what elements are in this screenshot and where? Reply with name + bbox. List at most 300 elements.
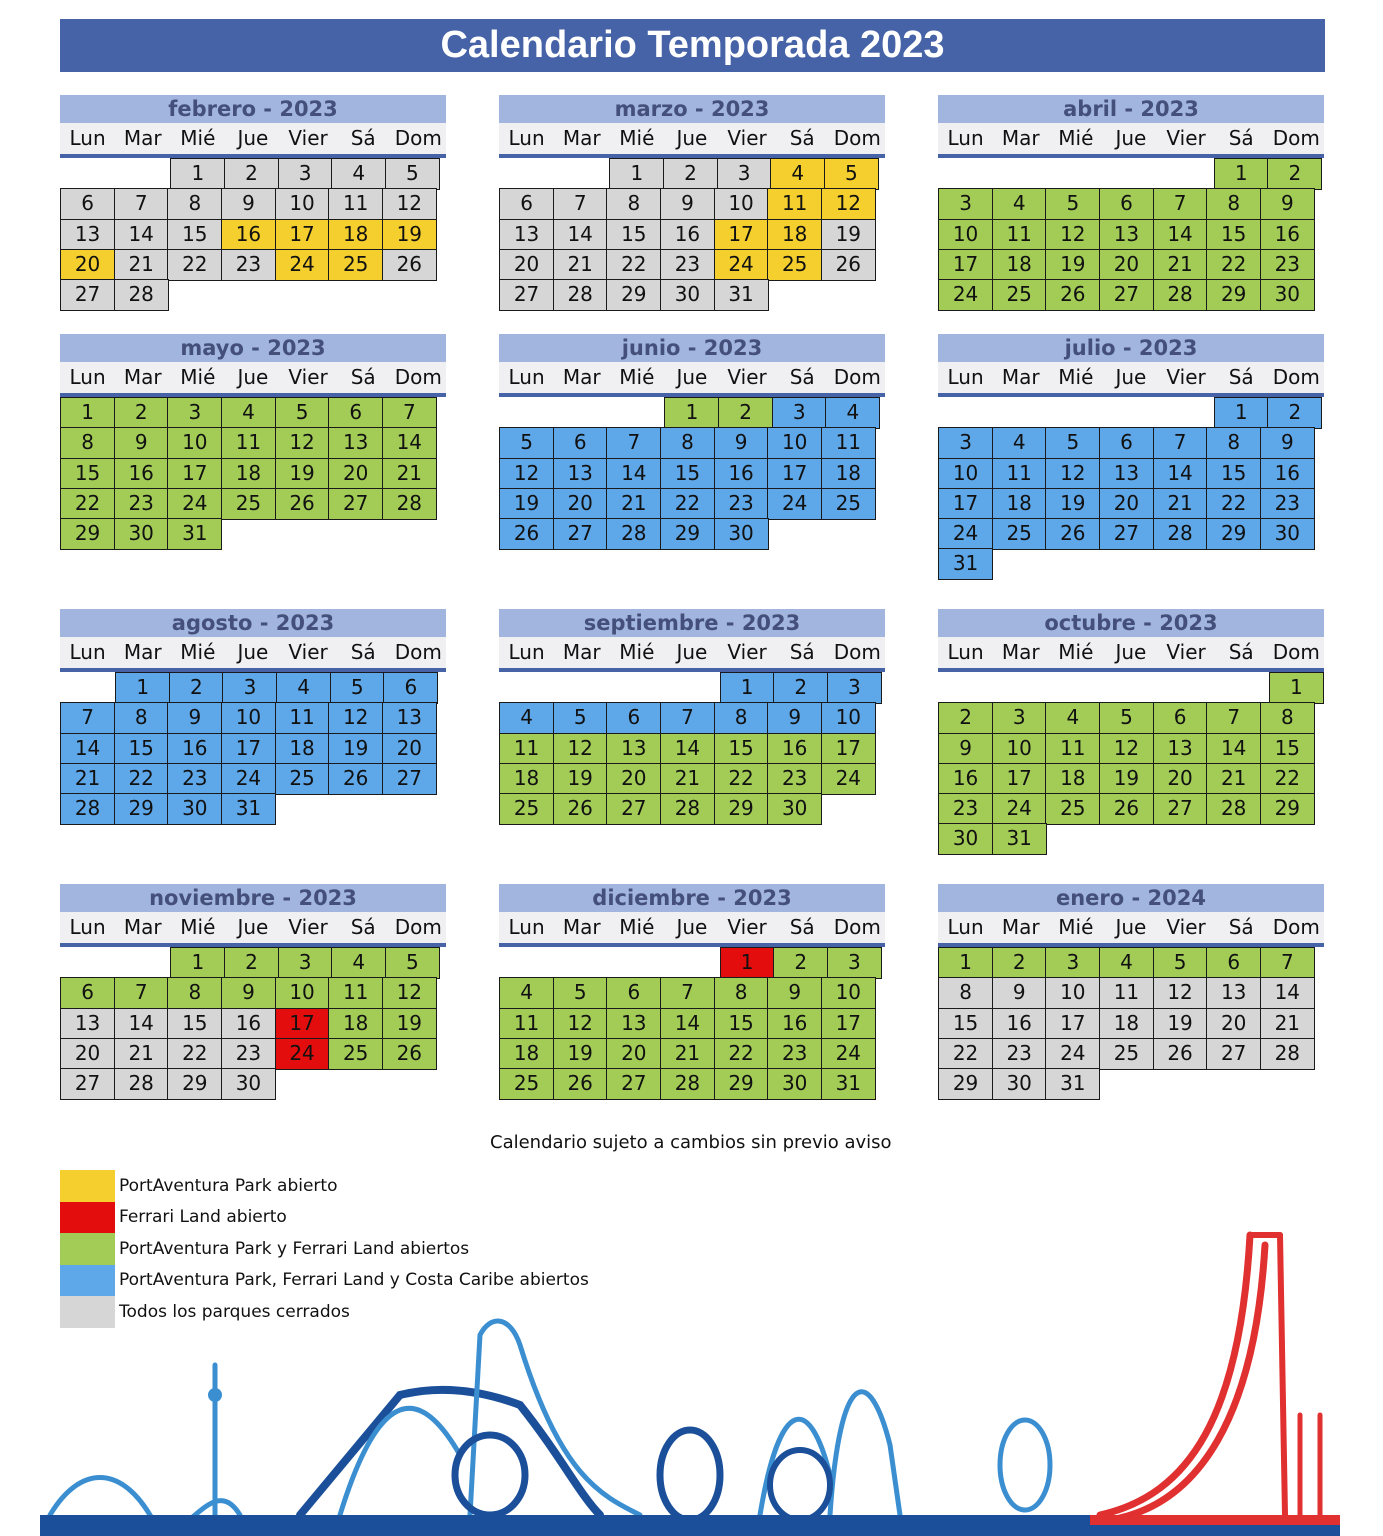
day-cell: 23 [938,793,993,825]
day-cell: 25 [992,279,1047,311]
day-cell: 13 [1153,733,1208,765]
week-row [499,188,885,218]
day-cell: 4 [221,397,276,429]
day-cell: 21 [1260,1008,1315,1040]
weekday-label: Mar [123,126,162,150]
day-cell: 13 [606,733,661,765]
weekday-header-row [60,637,446,672]
empty-day-cell [1212,548,1267,578]
day-cell: 2 [718,397,773,429]
day-cell: 5 [553,977,608,1009]
empty-day-cell [993,672,1048,702]
day-cell: 26 [1045,279,1100,311]
weekday-label: Vier [288,640,328,664]
day-cell: 14 [1260,977,1315,1009]
day-cell: 1 [938,947,993,979]
day-cell: 10 [992,733,1047,765]
empty-day-cell [60,947,115,977]
day-cell: 3 [222,672,277,704]
weekday-label: Lun [947,365,984,389]
weekday-label: Sá [1228,365,1254,389]
weekday-label: Dom [1272,640,1320,664]
day-cell: 7 [114,977,169,1009]
empty-day-cell [609,397,664,427]
day-cell: 8 [167,188,222,220]
week-row [499,458,885,488]
day-cell: 20 [553,488,608,520]
week-row [938,279,1324,309]
day-cell: 26 [382,249,437,281]
week-row [499,249,885,279]
day-cell: 26 [1045,518,1100,550]
day-cell: 19 [275,458,330,490]
weekday-label: Vier [1166,365,1206,389]
weekday-label: Jue [1115,365,1147,389]
day-cell: 26 [821,249,876,281]
day-cell: 15 [938,1008,993,1040]
day-cell: 25 [328,1038,383,1070]
month-calendar [60,95,446,309]
month-title: abril - 2023 [938,95,1324,123]
weekday-label: Lun [947,915,984,939]
day-cell: 4 [992,188,1047,220]
day-cell: 20 [1099,488,1154,520]
day-cell: 7 [553,188,608,220]
day-cell: 11 [221,427,276,459]
weekday-header-row [499,912,885,947]
week-row [499,702,885,732]
week-row [60,158,446,188]
day-cell: 15 [167,219,222,251]
day-cell: 1 [720,672,775,704]
week-row [938,188,1324,218]
day-cell: 9 [221,188,276,220]
day-cell: 18 [275,733,330,765]
day-cell: 24 [221,763,276,795]
month-title: junio - 2023 [499,334,885,362]
day-cell: 7 [382,397,437,429]
weekday-label: Dom [394,365,442,389]
day-cell: 23 [714,488,769,520]
day-cell: 31 [167,518,222,550]
day-cell: 18 [499,763,554,795]
day-cell: 22 [606,249,661,281]
empty-day-cell [609,947,664,977]
day-cell: 21 [60,763,115,795]
day-cell: 1 [609,158,664,190]
empty-day-cell [554,672,609,702]
weekday-label: Mié [180,126,216,150]
week-row [60,1038,446,1068]
weekday-label: Mié [1058,915,1094,939]
empty-day-cell [938,397,993,427]
weekday-label: Mar [123,915,162,939]
weekday-label: Dom [833,126,881,150]
day-cell: 30 [767,793,822,825]
day-cell: 8 [167,977,222,1009]
days-grid [938,947,1324,1098]
day-cell: 11 [1045,733,1100,765]
month-calendar [60,609,446,823]
day-cell: 13 [382,702,437,734]
day-cell: 30 [992,1068,1047,1100]
day-cell: 15 [1206,219,1261,251]
day-cell: 11 [992,219,1047,251]
week-row [938,733,1324,763]
day-cell: 29 [714,1068,769,1100]
week-row [60,977,446,1007]
day-cell: 16 [1260,219,1315,251]
day-cell: 21 [114,249,169,281]
week-row [499,763,885,793]
day-cell: 1 [664,397,719,429]
day-cell: 7 [60,702,115,734]
day-cell: 14 [114,1008,169,1040]
empty-day-cell [1048,672,1103,702]
day-cell: 3 [992,702,1047,734]
empty-day-cell [1154,1068,1209,1098]
day-cell: 28 [1153,279,1208,311]
day-cell: 20 [60,249,115,281]
day-cell: 27 [1206,1038,1261,1070]
day-cell: 30 [1260,518,1315,550]
empty-day-cell [664,672,719,702]
weekday-label: Vier [1166,640,1206,664]
day-cell: 31 [714,279,769,311]
day-cell: 15 [714,1008,769,1040]
day-cell: 20 [606,763,661,795]
day-cell: 28 [660,793,715,825]
month-title: marzo - 2023 [499,95,885,123]
day-cell: 15 [714,733,769,765]
weekday-label: Dom [833,640,881,664]
week-row [60,518,446,548]
day-cell: 23 [767,1038,822,1070]
day-cell: 12 [328,702,383,734]
weekday-header-row [938,637,1324,672]
empty-day-cell [1103,672,1158,702]
week-row [60,279,446,309]
day-cell: 12 [1045,458,1100,490]
day-cell: 26 [553,1068,608,1100]
day-cell: 25 [499,793,554,825]
day-cell: 29 [114,793,169,825]
legend-label: Todos los parques cerrados [119,1301,350,1322]
week-row [499,1008,885,1038]
day-cell: 18 [767,219,822,251]
day-cell: 24 [821,1038,876,1070]
day-cell: 4 [825,397,880,429]
month-title: febrero - 2023 [60,95,446,123]
empty-day-cell [1159,158,1214,188]
empty-day-cell [1159,397,1214,427]
day-cell: 21 [1153,249,1208,281]
week-row [938,702,1324,732]
day-cell: 16 [767,1008,822,1040]
weekday-label: Mié [619,126,655,150]
day-cell: 24 [992,793,1047,825]
day-cell: 6 [606,702,661,734]
day-cell: 10 [938,219,993,251]
day-cell: 11 [275,702,330,734]
day-cell: 23 [221,1038,276,1070]
day-cell: 9 [660,188,715,220]
day-cell: 15 [167,1008,222,1040]
day-cell: 17 [275,1008,330,1040]
day-cell: 5 [499,427,554,459]
day-cell: 17 [992,763,1047,795]
day-cell: 23 [114,488,169,520]
day-cell: 14 [660,1008,715,1040]
day-cell: 17 [714,219,769,251]
day-cell: 17 [821,733,876,765]
week-row [60,249,446,279]
day-cell: 14 [660,733,715,765]
legend-label: PortAventura Park y Ferrari Land abiertos [119,1238,470,1259]
month-title: agosto - 2023 [60,609,446,637]
weekday-label: Mié [1058,365,1094,389]
day-cell: 17 [275,219,330,251]
day-cell: 31 [221,793,276,825]
day-cell: 11 [328,977,383,1009]
day-cell: 13 [606,1008,661,1040]
day-cell: 27 [60,279,115,311]
weekday-label: Jue [237,365,269,389]
day-cell: 6 [606,977,661,1009]
day-cell: 4 [331,947,386,979]
day-cell: 9 [114,427,169,459]
weekday-label: Mar [1001,915,1040,939]
weekday-label: Sá [789,126,815,150]
weekday-label: Jue [676,640,708,664]
week-row [60,702,446,732]
day-cell: 8 [60,427,115,459]
weekday-label: Lun [947,640,984,664]
day-cell: 23 [1260,488,1315,520]
day-cell: 4 [499,702,554,734]
day-cell: 18 [499,1038,554,1070]
day-cell: 7 [606,427,661,459]
day-cell: 26 [275,488,330,520]
day-cell: 21 [660,1038,715,1070]
day-cell: 6 [1153,702,1208,734]
weekday-label: Jue [1115,915,1147,939]
weekday-label: Jue [237,640,269,664]
day-cell: 23 [1260,249,1315,281]
empty-day-cell [993,158,1048,188]
weekday-label: Mar [123,640,162,664]
day-cell: 9 [938,733,993,765]
week-row [499,219,885,249]
day-cell: 29 [606,279,661,311]
day-cell: 6 [60,977,115,1009]
day-cell: 31 [992,823,1047,855]
day-cell: 23 [167,763,222,795]
day-cell: 13 [553,458,608,490]
empty-day-cell [275,1068,330,1098]
weekday-label: Jue [237,126,269,150]
day-cell: 1 [720,947,775,979]
week-row [938,158,1324,188]
weekday-label: Mar [562,365,601,389]
day-cell: 25 [821,488,876,520]
day-cell: 16 [714,458,769,490]
day-cell: 29 [1206,279,1261,311]
day-cell: 17 [938,488,993,520]
week-row [938,793,1324,823]
day-cell: 21 [1153,488,1208,520]
day-cell: 2 [938,702,993,734]
legend-label: Ferrari Land abierto [119,1207,287,1228]
day-cell: 15 [606,219,661,251]
day-cell: 14 [606,458,661,490]
day-cell: 9 [221,977,276,1009]
day-cell: 20 [499,249,554,281]
day-cell: 26 [1099,793,1154,825]
empty-day-cell [499,672,554,702]
day-cell: 21 [553,249,608,281]
day-cell: 15 [1260,733,1315,765]
day-cell: 14 [1206,733,1261,765]
day-cell: 6 [383,672,438,704]
week-row [938,548,1324,578]
day-cell: 26 [328,763,383,795]
day-cell: 8 [1206,188,1261,220]
day-cell: 7 [1153,188,1208,220]
day-cell: 10 [275,977,330,1009]
day-cell: 22 [1206,488,1261,520]
day-cell: 24 [275,1038,330,1070]
day-cell: 17 [821,1008,876,1040]
day-cell: 1 [170,947,225,979]
week-row [499,1038,885,1068]
month-title: mayo - 2023 [60,334,446,362]
week-row [499,672,885,702]
day-cell: 13 [60,1008,115,1040]
empty-day-cell [499,947,554,977]
day-cell: 14 [1153,219,1208,251]
empty-day-cell [60,672,115,702]
empty-day-cell [1103,158,1158,188]
weekday-label: Mié [180,640,216,664]
day-cell: 20 [1206,1008,1261,1040]
weekday-label: Jue [676,915,708,939]
month-title: septiembre - 2023 [499,609,885,637]
empty-day-cell [1267,548,1322,578]
day-cell: 30 [114,518,169,550]
day-cell: 20 [328,458,383,490]
weekday-label: Vier [288,365,328,389]
empty-day-cell [1266,823,1321,853]
day-cell: 21 [114,1038,169,1070]
day-cell: 4 [499,977,554,1009]
day-cell: 2 [773,672,828,704]
weekday-label: Dom [1272,126,1320,150]
days-grid [938,397,1324,579]
day-cell: 27 [499,279,554,311]
theme-park-skyline-illustration [40,1215,1340,1536]
weekday-label: Lun [947,126,984,150]
day-cell: 11 [821,427,876,459]
day-cell: 19 [382,219,437,251]
day-cell: 10 [821,702,876,734]
empty-day-cell [1099,1068,1154,1098]
day-cell: 12 [553,733,608,765]
empty-day-cell [386,518,441,548]
day-cell: 10 [938,458,993,490]
day-cell: 8 [1206,427,1261,459]
day-cell: 19 [382,1008,437,1040]
month-title: diciembre - 2023 [499,884,885,912]
day-cell: 29 [60,518,115,550]
day-cell: 14 [553,219,608,251]
empty-day-cell [1102,548,1157,578]
week-row [938,1068,1324,1098]
day-cell: 5 [553,702,608,734]
week-row [499,1068,885,1098]
day-cell: 21 [382,458,437,490]
day-cell: 2 [992,947,1047,979]
day-cell: 27 [1099,518,1154,550]
day-cell: 3 [938,188,993,220]
day-cell: 13 [328,427,383,459]
week-row [938,458,1324,488]
day-cell: 13 [1099,458,1154,490]
day-cell: 28 [1206,793,1261,825]
day-cell: 19 [328,733,383,765]
day-cell: 8 [938,977,993,1009]
empty-day-cell [1214,672,1269,702]
week-row [938,427,1324,457]
weekday-header-row [60,123,446,158]
weekday-label: Jue [676,365,708,389]
day-cell: 22 [714,763,769,795]
day-cell: 27 [60,1068,115,1100]
week-row [938,763,1324,793]
empty-day-cell [1048,158,1103,188]
day-cell: 10 [821,977,876,1009]
weekday-header-row [938,912,1324,947]
day-cell: 4 [331,158,386,190]
weekday-label: Sá [1228,126,1254,150]
day-cell: 7 [1153,427,1208,459]
weekday-label: Vier [727,640,767,664]
week-row [60,793,446,823]
day-cell: 4 [1045,702,1100,734]
disclaimer-note: Calendario sujeto a cambios sin previo aviso [490,1132,892,1153]
day-cell: 19 [553,1038,608,1070]
week-row [60,219,446,249]
empty-day-cell [554,158,609,188]
day-cell: 15 [1206,458,1261,490]
day-cell: 9 [767,977,822,1009]
day-cell: 12 [1099,733,1154,765]
day-cell: 12 [382,188,437,220]
empty-day-cell [60,158,115,188]
day-cell: 30 [714,518,769,550]
day-cell: 5 [1045,427,1100,459]
day-cell: 6 [1206,947,1261,979]
month-title: octubre - 2023 [938,609,1324,637]
empty-day-cell [554,397,609,427]
weekday-label: Mié [619,365,655,389]
month-calendar [499,884,885,1098]
day-cell: 9 [1260,427,1315,459]
week-row [499,518,885,548]
weekday-label: Jue [237,915,269,939]
day-cell: 31 [1045,1068,1100,1100]
day-cell: 5 [1099,702,1154,734]
